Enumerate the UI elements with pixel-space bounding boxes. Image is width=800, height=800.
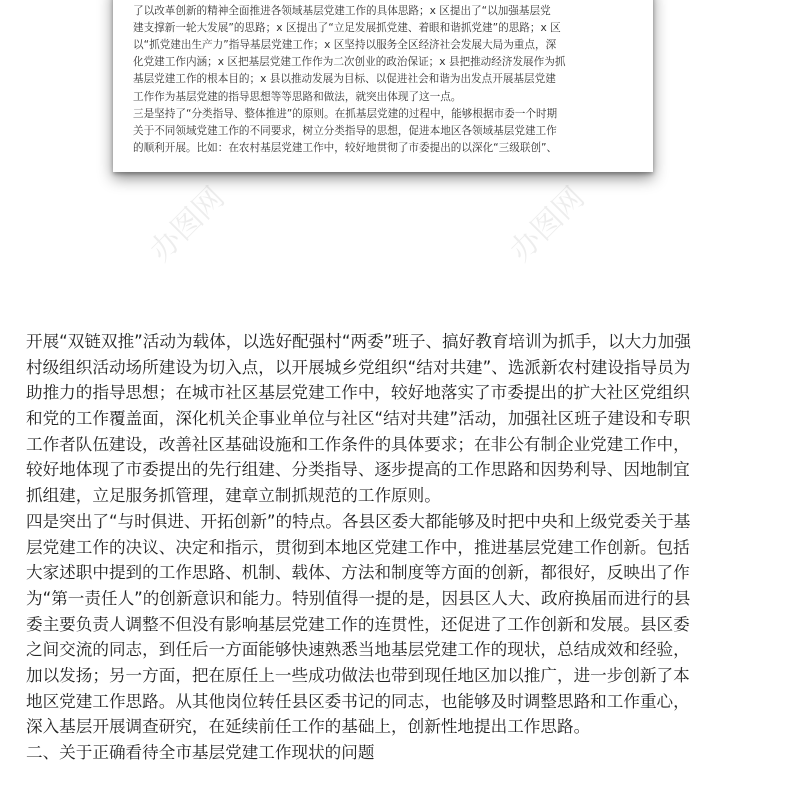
body-line: 大家述职中提到的工作思路、机制、载体、方法和制度等方面的创新，都很好，反映出了作: [26, 563, 690, 583]
body-line: 为“第一责任人”的创新意识和能力。特别值得一提的是，因县区人大、政府换届而进行的县: [26, 588, 691, 608]
watermark: 办图网: [503, 180, 592, 269]
preview-line: 的顺利开展。比如：在农村基层党建工作中，较好地贯彻了市委提出的以深化“三级联创”、: [133, 141, 558, 154]
section-heading: 二、关于正确看待全市基层党建工作现状的问题: [26, 743, 375, 762]
body-line: 工作者队伍建设，改善社区基础设施和工作条件的具体要求；在非公有制企业党建工作中，: [26, 434, 690, 454]
preview-text: [133, 0, 638, 157]
body-line: 四是突出了“与时俱进、开拓创新”的特点。各县区委大都能够及时把中央和上级党委关于基: [26, 511, 691, 531]
preview-line: 工作作为基层党建的指导思想等等思路和做法，就突出体现了这一点。: [133, 90, 462, 103]
body-line: 开展“双链双推”活动为载体，以选好配强村“两委”班子、搞好教育培训为抓手，以大力加强: [26, 332, 691, 351]
body-line: 较好地体现了市委提出的先行组建、分类指导、逐步提高的工作思路和因势利导、因地制宜: [26, 460, 690, 480]
preview-line: 了以改革创新的精神全面推进各领域基层党建工作的具体思路；x 区提出了“以加强基层党: [133, 5, 551, 18]
document-preview-card: [113, 0, 653, 172]
preview-line: 以“抓党建出生产力”指导基层党建工作；x 区坚持以服务全区经济社会发展大局为重点，深: [133, 39, 557, 52]
document-body: [26, 329, 774, 762]
preview-line: 化党建工作内涵；x 区把基层党建工作作为二次创业的政治保证；x 县把推动经济发展作为抓: [133, 56, 566, 69]
watermark: 办图网: [143, 180, 232, 269]
body-line: 深入基层开展调查研究，在延续前任工作的基础上，创新性地提出工作思路。: [26, 717, 591, 737]
preview-line: 三是坚持了“分类指导、整体推进”的原则。在抓基层党建的过程中，能够根据市委一个时期: [133, 107, 558, 120]
body-line: 加以发扬；另一方面，把在原任上一些成功做法也带到现任地区加以推广，进一步创新了本: [26, 665, 690, 685]
body-line: 抓组建，立足服务抓管理，建章立制抓规范的工作原则。: [26, 486, 441, 506]
body-line: 助推力的指导思想；在城市社区基层党建工作中，较好地落实了市委提出的扩大社区党组织: [26, 383, 690, 403]
body-line: 委主要负责人调整不但没有影响基层党建工作的连贯性，还促进了工作创新和发展。县区委: [26, 614, 690, 634]
preview-line: 基层党建工作的根本目的；x 县以推动发展为目标、以促进社会和谐为出发点开展基层党建: [133, 73, 556, 86]
body-line: 层党建工作的决议、决定和指示，贯彻到本地区党建工作中，推进基层党建工作创新。包括: [26, 537, 690, 557]
body-line: 村级组织活动场所建设为切入点，以开展城乡党组织“结对共建”、选派新农村建设指导员为: [26, 357, 691, 377]
preview-line: 建支撑新一轮大发展”的思路；x 区提出了“立足发展抓党建、着眼和谐抓党建”的思路；x 区: [133, 22, 561, 35]
body-line: 之间交流的同志，到任后一方面能够快速熟悉当地基层党建工作的现状，总结成效和经验，: [26, 640, 690, 660]
body-line: 和党的工作覆盖面，深化机关企事业单位与社区“结对共建”活动，加强社区班子建设和专职: [26, 409, 691, 429]
body-line: 地区党建工作思路。从其他岗位转任县区委书记的同志，也能够及时调整思路和工作重心，: [26, 691, 690, 711]
preview-line: 关于不同领域党建工作的不同要求，树立分类指导的思想，促进本地区各领域基层党建工作: [133, 124, 557, 137]
